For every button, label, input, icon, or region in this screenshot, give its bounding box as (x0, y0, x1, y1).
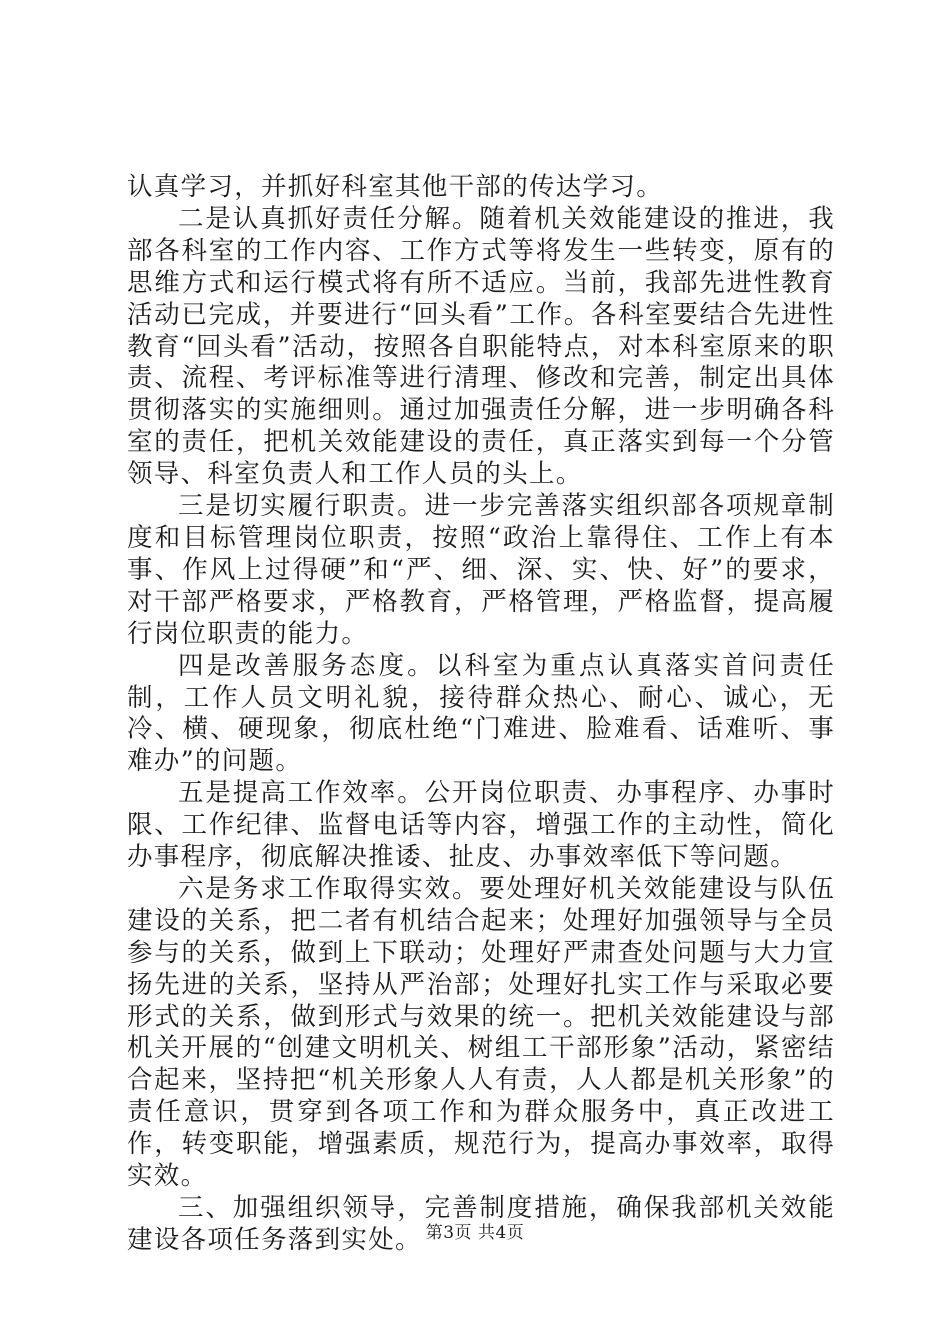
paragraph-section-three-heading: 三、加强组织领导，完善制度措施，确保我部机关效能建设各项任务落到实处。 (127, 1193, 835, 1255)
page-footer: 第3页 共4页 (425, 1223, 525, 1243)
paragraph-practical-results: 六是务求工作取得实效。要处理好机关效能建设与队伍建设的关系，把二者有机结合起来；处理好加强领导与全员参与的关系，做到上下联动；处理好严肃查处问题与大力宣扬先进的关系，坚持从严治部；处理好扎实工作与采取必要形式的关系，做到形式与效果的统一。把机关效能建设与部机关开展的“创建文明机关、树组工干部形象”活动，紧密结合起来，坚持把“机关形象人人有责，人人都是机关形象”的责任意识，贯穿到各项工作和为群众服务中，真正改进工作，转变职能，增强素质，规范行为，提高办事效率，取得实效。 (127, 873, 835, 1192)
paragraph-work-efficiency: 五是提高工作效率。公开岗位职责、办事程序、办事时限、工作纪律、监督电话等内容，增强工作的主动性，简化办事程序，彻底解决推诿、扯皮、办事效率低下等问题。 (127, 778, 835, 873)
paragraph-continuation: 认真学习，并抓好科室其他干部的传达学习。 (127, 172, 664, 202)
paragraph-perform-duties: 三是切实履行职责。进一步完善落实组织部各项规章制度和目标管理岗位职责，按照“政治上靠得住、工作上有本事、作风上过得硬”和“严、细、深、实、快、好”的要求，对干部严格要求，严格教育，严格管理，严格监督，提高履行岗位职责的能力。 (127, 491, 835, 649)
paragraph-responsibility-breakdown: 二是认真抓好责任分解。随着机关效能建设的推进，我部各科室的工作内容、工作方式等将发生一些转变，原有的思维方式和运行模式将有所不适应。当前，我部先进性教育活动已完成，并要进行“回头看”工作。各科室要结合先进性教育“回头看”活动，按照各自职能特点，对本科室原来的职责、流程、考评标准等进行清理、修改和完善，制定出具体贯彻落实的实施细则。通过加强责任分解，进一步明确各科室的责任，把机关效能建设的责任，真正落实到每一个分管领导、科室负责人和工作人员的头上。 (127, 203, 835, 490)
paragraph-service-attitude: 四是改善服务态度。以科室为重点认真落实首问责任制，工作人员文明礼貌，接待群众热心、耐心、诚心，无冷、横、硬现象，彻底杜绝“门难进、脸难看、话难听、事难办”的问题。 (127, 650, 835, 777)
document-body (127, 172, 835, 1257)
